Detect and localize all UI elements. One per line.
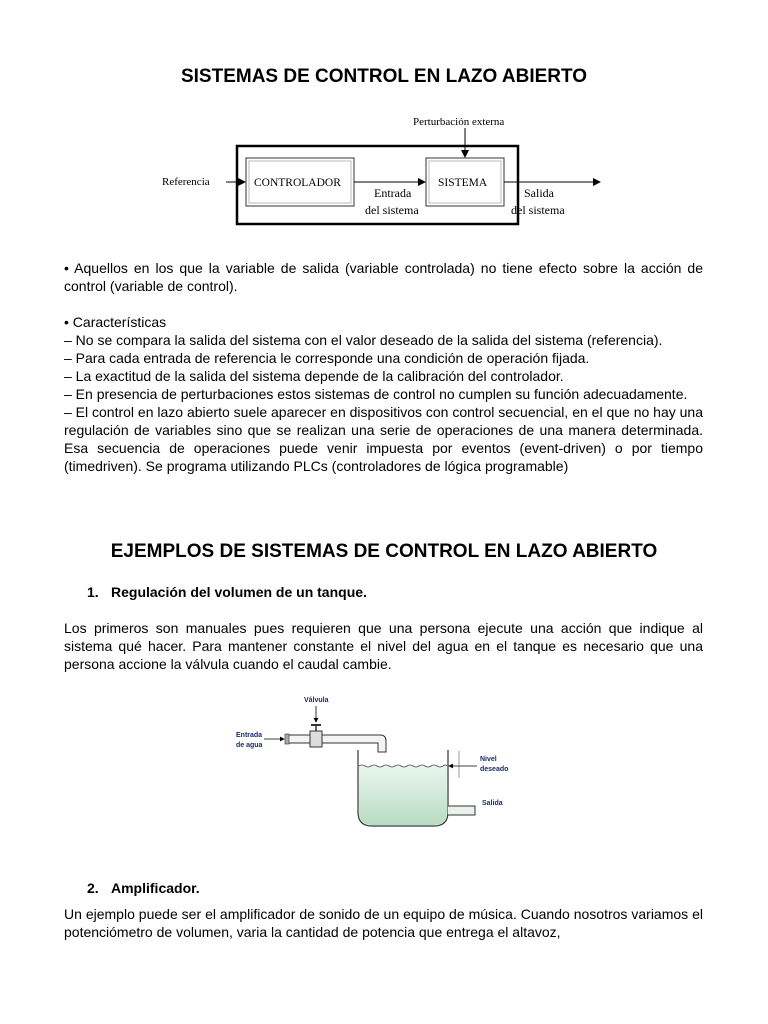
disturbance-label: Perturbación externa [413, 116, 505, 128]
example1-heading [87, 584, 367, 600]
system-label: SISTEMA [438, 177, 488, 189]
water-inlet-label-1: Entrada [236, 732, 263, 739]
open-loop-block-diagram [150, 108, 610, 228]
input-label-1: Entrada [374, 186, 412, 200]
example2-text: Un ejemplo puede ser el amplificador de sonido de un equipo de música. Cuando nosotros variamos el potenciómetro de volumen, varia la cantidad de potencia que entrega el altavoz, [64, 906, 703, 940]
inlet-pipe [288, 735, 386, 752]
characteristic-item: – Para cada entrada de referencia le corresponde una condición de operación fijada. [64, 350, 590, 366]
desired-level-label-2: deseado [480, 766, 509, 773]
example1-number: 1. [87, 584, 99, 600]
output-label-2: del sistema [511, 203, 565, 217]
characteristic-item: – La exactitud de la salida del sistema depende de la calibración del controlador. [64, 368, 564, 384]
examples-title: EJEMPLOS DE SISTEMAS DE CONTROL EN LAZO ABIERTO [110, 541, 658, 562]
output-label-1: Salida [524, 186, 554, 200]
valve [310, 731, 322, 747]
tank-diagram [230, 688, 550, 833]
tank-water [359, 766, 447, 825]
valve-label: Válvula [304, 697, 329, 704]
controller-label: CONTROLADOR [254, 177, 341, 189]
characteristic-item: – No se compara la salida del sistema con el valor deseado de la salida del sistema (referencia). [64, 332, 663, 348]
intro-paragraph: • Aquellos en los que la variable de salida (variable controlada) no tiene efecto sobre la acción de control (variable de control). [64, 260, 703, 294]
characteristic-item: – El control en lazo abierto suele aparecer en dispositivos con control secuencial, en el que no hay una regulación de variables sino que se realizan una serie de operaciones de una manera determinada. Esa secuencia de operaciones puede venir impuesta por eventos (event-driven) o por tiempo (timedriven). Se programa utilizando PLCs (controladores de lógica programable) [64, 404, 703, 474]
example2-number: 2. [87, 880, 99, 896]
example1-title: Regulación del volumen de un tanque. [111, 584, 367, 600]
page-title: SISTEMAS DE CONTROL EN LAZO ABIERTO [180, 66, 588, 87]
desired-level-label-1: Nivel [480, 756, 497, 763]
reference-label: Referencia [162, 176, 210, 188]
example1-text: Los primeros son manuales pues requieren que una persona ejecute una acción que indique al sistema qué hacer. Para mantener constante el nivel del agua en el tanque es necesario que una persona accione la válvula cuando el caudal cambie. [64, 620, 703, 672]
example2-heading [87, 880, 200, 896]
example2-title: Amplificador. [111, 880, 200, 896]
characteristics-header: • Características [64, 314, 167, 330]
outlet-label: Salida [482, 800, 503, 807]
input-label-2: del sistema [365, 203, 419, 217]
outlet-pipe [448, 806, 475, 815]
intro-section [64, 259, 703, 475]
water-inlet-label-2: de agua [236, 742, 263, 749]
characteristic-item: – En presencia de perturbaciones estos sistemas de control no cumplen su función adecuadamente. [64, 386, 688, 402]
